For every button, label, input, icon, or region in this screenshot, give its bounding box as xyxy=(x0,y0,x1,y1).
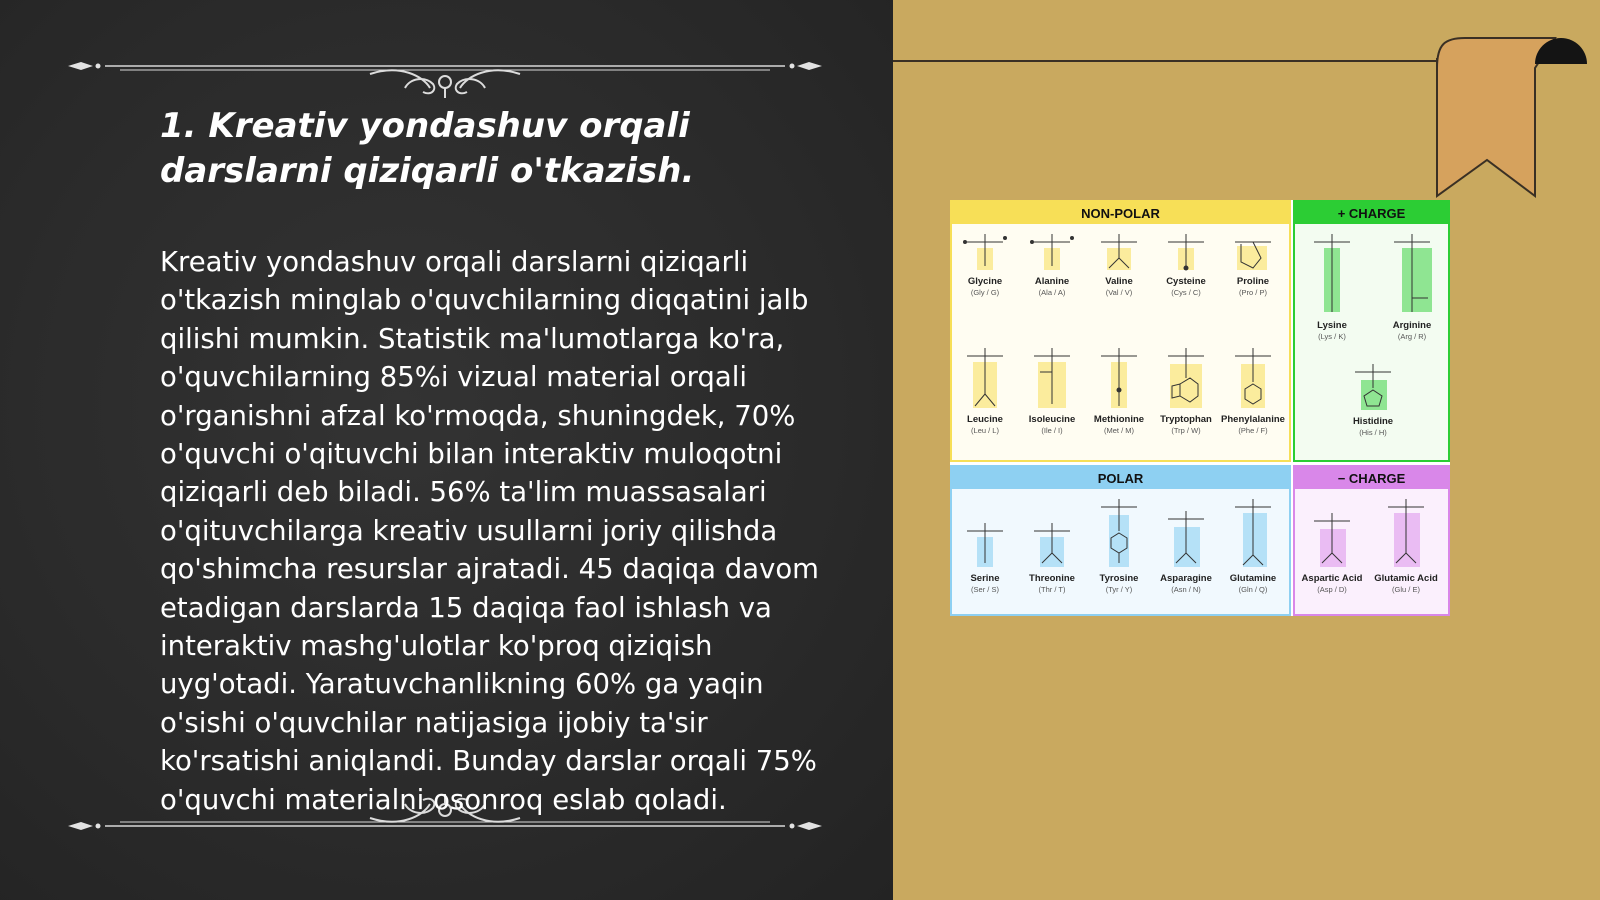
polar-panel xyxy=(950,465,1291,616)
amino-name: Asparagine xyxy=(1160,573,1212,584)
molecule-icon xyxy=(1227,493,1279,571)
amino-abbr: (Leu / L) xyxy=(971,426,999,435)
molecule-icon xyxy=(1160,342,1212,412)
amino-abbr: (Glu / E) xyxy=(1392,585,1420,594)
amino-acid-alanine xyxy=(1019,228,1085,298)
amino-name: Glycine xyxy=(967,276,1003,287)
molecule-icon xyxy=(959,342,1011,412)
amino-name: Serine xyxy=(970,573,1000,584)
amino-name: Alanine xyxy=(1034,276,1070,287)
amino-abbr: (Tyr / Y) xyxy=(1105,585,1133,594)
amino-acid-glutamine xyxy=(1220,493,1286,595)
amino-abbr: (Pro / P) xyxy=(1239,288,1267,297)
amino-abbr: (Thr / T) xyxy=(1038,585,1066,594)
amino-abbr: (Ala / A) xyxy=(1038,288,1066,297)
amino-name: Aspartic Acid xyxy=(1301,573,1363,584)
molecule-icon xyxy=(1093,342,1145,412)
amino-acid-glycine xyxy=(952,228,1018,298)
amino-acid-leucine xyxy=(952,342,1018,436)
molecule-icon xyxy=(1380,493,1432,571)
amino-acid-asparagine xyxy=(1153,493,1219,595)
amino-name: Phenylalanine xyxy=(1221,414,1285,425)
amino-acid-isoleucine xyxy=(1019,342,1085,436)
negative-charge-header: − CHARGE xyxy=(1295,467,1448,489)
amino-acid-lysine xyxy=(1299,228,1365,342)
amino-abbr: (Met / M) xyxy=(1104,426,1134,435)
molecule-icon xyxy=(1227,342,1279,412)
positive-charge-header: + CHARGE xyxy=(1295,202,1448,224)
amino-acid-serine xyxy=(952,493,1018,595)
amino-abbr: (Ile / I) xyxy=(1041,426,1063,435)
amino-acid-phenylalanine xyxy=(1220,342,1286,436)
amino-name: Glutamine xyxy=(1229,573,1277,584)
polar-header: POLAR xyxy=(952,467,1289,489)
amino-name: Histidine xyxy=(1352,416,1394,427)
molecule-icon xyxy=(1347,358,1399,414)
slide-title: 1. Kreativ yondashuv orqali darslarni qiziqarli o'tkazish. xyxy=(160,106,695,191)
molecule-icon xyxy=(1093,228,1145,274)
top-ornament-divider xyxy=(65,38,825,98)
amino-acid-proline xyxy=(1220,228,1286,298)
amino-acid-valine xyxy=(1086,228,1152,298)
molecule-icon xyxy=(1160,228,1212,274)
amino-abbr: (His / H) xyxy=(1359,428,1387,437)
amino-acid-histidine xyxy=(1340,358,1406,438)
amino-name: Tryptophan xyxy=(1160,414,1212,425)
amino-abbr: (Lys / K) xyxy=(1318,332,1346,341)
molecule-icon xyxy=(1026,228,1078,274)
amino-abbr: (Trp / W) xyxy=(1171,426,1201,435)
amino-name: Valine xyxy=(1105,276,1133,287)
amino-abbr: (Phe / F) xyxy=(1238,426,1268,435)
molecule-icon xyxy=(1306,493,1358,571)
amino-abbr: (Val / V) xyxy=(1105,288,1133,297)
amino-name: Cysteine xyxy=(1166,276,1206,287)
amino-acid-aspartic-acid xyxy=(1299,493,1365,595)
molecule-icon xyxy=(1227,228,1279,274)
amino-name: Methionine xyxy=(1093,414,1145,425)
molecule-icon xyxy=(959,493,1011,571)
amino-acid-arginine xyxy=(1379,228,1445,342)
amino-acid-threonine xyxy=(1019,493,1085,595)
molecule-icon xyxy=(1306,228,1358,318)
slide-body-text: Kreativ yondashuv orqali darslarni qiziqarli o'tkazish minglab o'quvchilarning diqqatini jalb qilishi mumkin. Statistik ma'lumotlarga ko'ra, o'quvchilarning 85%i vizual material orqali o'rganishni afzal ko'rmoqda, shuningdek, 70% o'quvchi o'qituvchi bilan interaktiv muloqotni qiziqarli deb biladi. 56% ta'lim muassasalari o'qituvchilarga kreativ usullarni joriy qilishda qo'shimcha resurslar ajratadi. 45 daqiqa davom etadigan darslarda 15 daqiqa faol ishlash va interaktiv mashg'ulotlar ko'proq qiziqish uyg'otadi. Yaratuvchanlikning 60% ga yaqin o'sishi o'quvchilar natijasiga ijobiy ta'sir ko'rsatishi aniqlandi. Bunday darslar orqali 75% o'quvchi materialni osonroq eslab qoladi. xyxy=(160,246,819,816)
amino-abbr: (Asp / D) xyxy=(1317,585,1347,594)
amino-abbr: (Ser / S) xyxy=(971,585,999,594)
amino-name: Arginine xyxy=(1392,320,1432,331)
amino-acid-tryptophan xyxy=(1153,342,1219,436)
molecule-icon xyxy=(1026,342,1078,412)
amino-abbr: (Arg / R) xyxy=(1397,332,1427,341)
amino-name: Isoleucine xyxy=(1028,414,1076,425)
amino-name: Threonine xyxy=(1029,573,1075,584)
molecule-icon xyxy=(1160,493,1212,571)
amino-acid-glutamic-acid xyxy=(1373,493,1439,595)
amino-name: Leucine xyxy=(967,414,1003,425)
molecule-icon xyxy=(1386,228,1438,318)
amino-name: Proline xyxy=(1236,276,1270,287)
amino-name: Lysine xyxy=(1317,320,1347,331)
amino-name: Tyrosine xyxy=(1099,573,1139,584)
molecule-icon xyxy=(959,228,1011,274)
amino-acid-chart xyxy=(950,200,1450,616)
amino-abbr: (Gln / Q) xyxy=(1238,585,1268,594)
molecule-icon xyxy=(1026,493,1078,571)
amino-acid-methionine xyxy=(1086,342,1152,436)
decorative-top-line xyxy=(893,60,1441,62)
amino-acid-tyrosine xyxy=(1086,493,1152,595)
amino-name: Glutamic Acid xyxy=(1374,573,1438,584)
positive-charge-panel xyxy=(1293,200,1450,462)
amino-abbr: (Cys / C) xyxy=(1171,288,1201,297)
amino-abbr: (Asn / N) xyxy=(1171,585,1201,594)
negative-charge-panel xyxy=(1293,465,1450,616)
nonpolar-panel xyxy=(950,200,1291,462)
amino-acid-cysteine xyxy=(1153,228,1219,298)
molecule-icon xyxy=(1093,493,1145,571)
nonpolar-header: NON-POLAR xyxy=(952,202,1289,224)
amino-abbr: (Gly / G) xyxy=(970,288,1000,297)
